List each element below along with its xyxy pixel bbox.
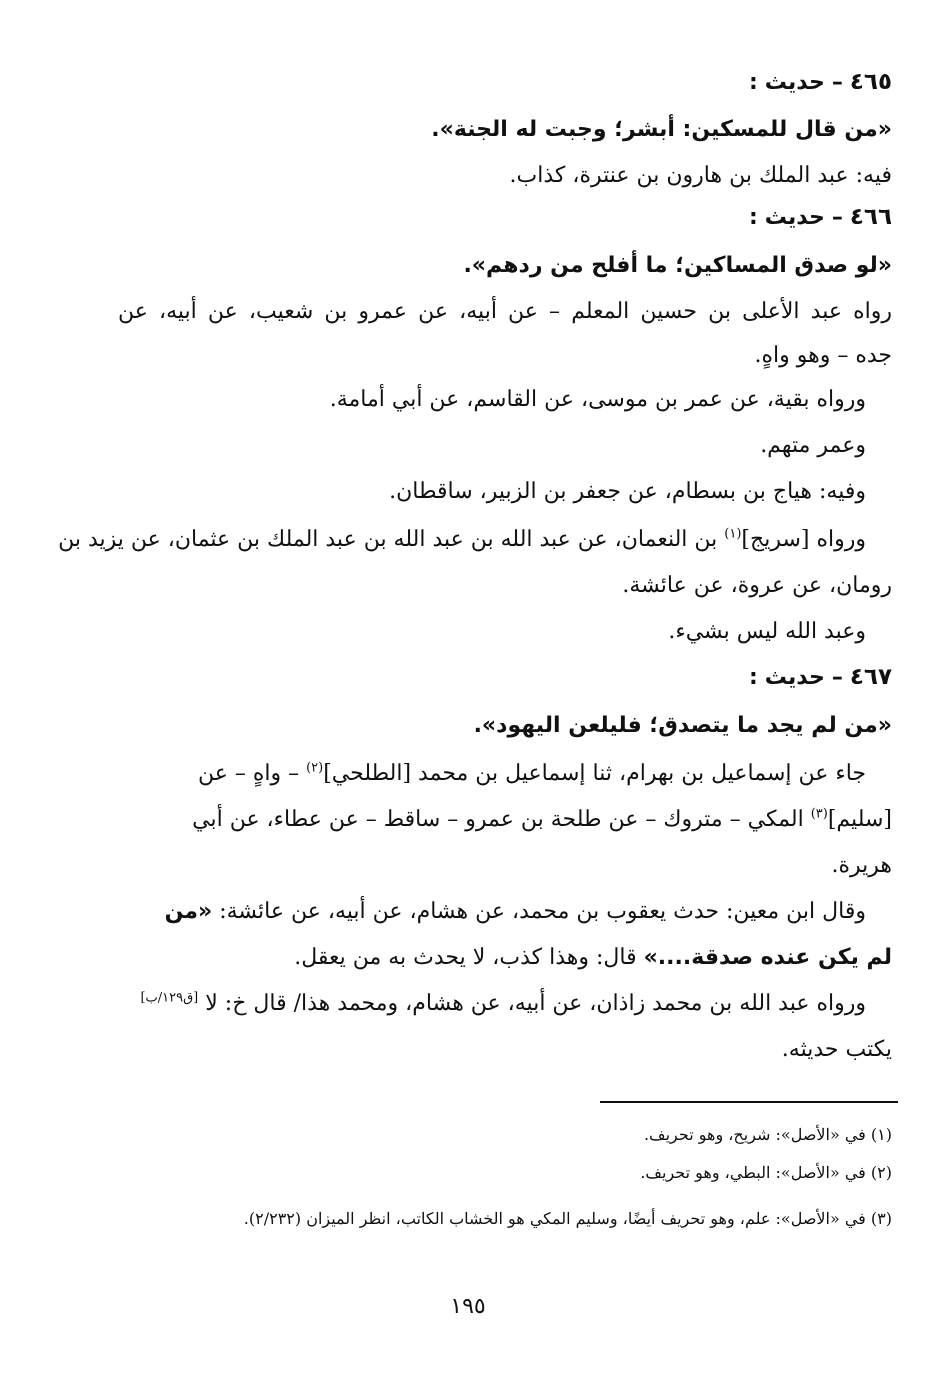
hadith-465-heading (118, 68, 892, 97)
line-text: جاء عن إسماعيل بن بهرام، ثنا إسماعيل بن محمد [الطلحي] (323, 761, 866, 786)
heading-label: حديث (764, 205, 825, 230)
line-text: المكي – متروك – عن طلحة بن عمرو – ساقط – عن عطاء، عن أبي (192, 807, 811, 832)
footnote-ref: (١) (724, 526, 742, 542)
hadith-466-line-1: رواه عبد الأعلى بن حسين المعلم – عن أبيه، عن عمرو بن شعيب، عن أبيه، عن (118, 299, 892, 324)
hadith-467-line-2 (118, 806, 892, 834)
hadith-466-heading (118, 203, 892, 232)
hadith-466-line-5: وفيه: هياج بن بسطام، عن جعفر بن الزبير، ساقطان. (389, 479, 866, 504)
line-text: [سليم] (827, 807, 892, 832)
footnote-separator (600, 1101, 898, 1103)
hadith-467-line-1 (118, 760, 866, 788)
heading-colon: : (748, 70, 758, 95)
footnote-ref: (٢) (306, 760, 324, 776)
hadith-467-line-3: هريرة. (831, 853, 892, 878)
footnote-3: (٣) في «الأصل»: علم، وهو تحريف أيضًا، وسليم المكي هو الخشاب الكاتب، انظر الميزان (٢/٢٣٢). (243, 1209, 892, 1228)
hadith-467-line-7: يكتب حديثه. (781, 1037, 892, 1062)
hadith-466-line-4: وعمر متهم. (760, 433, 866, 458)
page-number: ١٩٥ (450, 1294, 486, 1319)
hadith-467-heading (118, 663, 892, 692)
hadith-467-line-6 (118, 990, 866, 1018)
line-text: بن النعمان، عن عبد الله بن عبد الله بن عبد الملك بن عثمان، عن يزيد بن (58, 527, 725, 552)
quote-text: لم يكن عنده صدقة....» (643, 945, 892, 970)
footnote-2: (٢) في «الأصل»: البطي، وهو تحريف. (640, 1163, 892, 1182)
line-text: ورواه عبد الله بن محمد زاذان، عن أبيه، عن هشام، ومحمد هذا/ قال خ: لا (205, 991, 866, 1016)
heading-colon: : (748, 665, 758, 690)
manuscript-folio-marker: [ق١٢٩/ب] (140, 990, 199, 1006)
footnote-1: (١) في «الأصل»: شريح، وهو تحريف. (643, 1125, 892, 1144)
hadith-number: ٤٦٦ (849, 204, 892, 230)
heading-label: حديث (764, 70, 825, 95)
hadith-466-line-7: رومان، عن عروة، عن عائشة. (622, 573, 892, 598)
hadith-466-line-6 (58, 526, 866, 554)
hadith-466-line-2: جده – وهو واهٍ. (754, 343, 892, 368)
hadith-465-text: «من قال للمسكين: أبشر؛ وجبت له الجنة». (431, 117, 892, 142)
hadith-466-text: «لو صدق المساكين؛ ما أفلح من ردهم». (463, 253, 892, 278)
hadith-number: ٤٦٥ (849, 69, 892, 95)
hadith-465-note: فيه: عبد الملك بن هارون بن عنترة، كذاب. (509, 163, 892, 188)
hadith-467-line-4 (118, 898, 866, 926)
hadith-467-line-5 (118, 944, 892, 972)
line-text: – واهٍ – عن (197, 761, 307, 786)
heading-colon: : (748, 205, 758, 230)
quote-start: «من (164, 899, 213, 924)
line-text: وقال ابن معين: حدث يعقوب بن محمد، عن هشام، عن أبيه، عن عائشة: (212, 899, 866, 924)
line-text: قال: وهذا كذب، لا يحدث به من يعقل. (294, 945, 644, 970)
footnote-ref: (٣) (810, 806, 828, 822)
heading-dash: – (831, 70, 843, 95)
hadith-number: ٤٦٧ (849, 664, 892, 690)
heading-dash: – (831, 665, 843, 690)
hadith-466-line-3: ورواه بقية، عن عمر بن موسى، عن القاسم، عن أبي أمامة. (329, 387, 866, 412)
line-text: ورواه [سريج] (741, 527, 866, 552)
heading-label: حديث (764, 665, 825, 690)
hadith-467-text: «من لم يجد ما يتصدق؛ فليلعن اليهود». (473, 713, 892, 738)
heading-dash: – (831, 205, 843, 230)
hadith-466-line-8: وعبد الله ليس بشيء. (668, 619, 866, 644)
